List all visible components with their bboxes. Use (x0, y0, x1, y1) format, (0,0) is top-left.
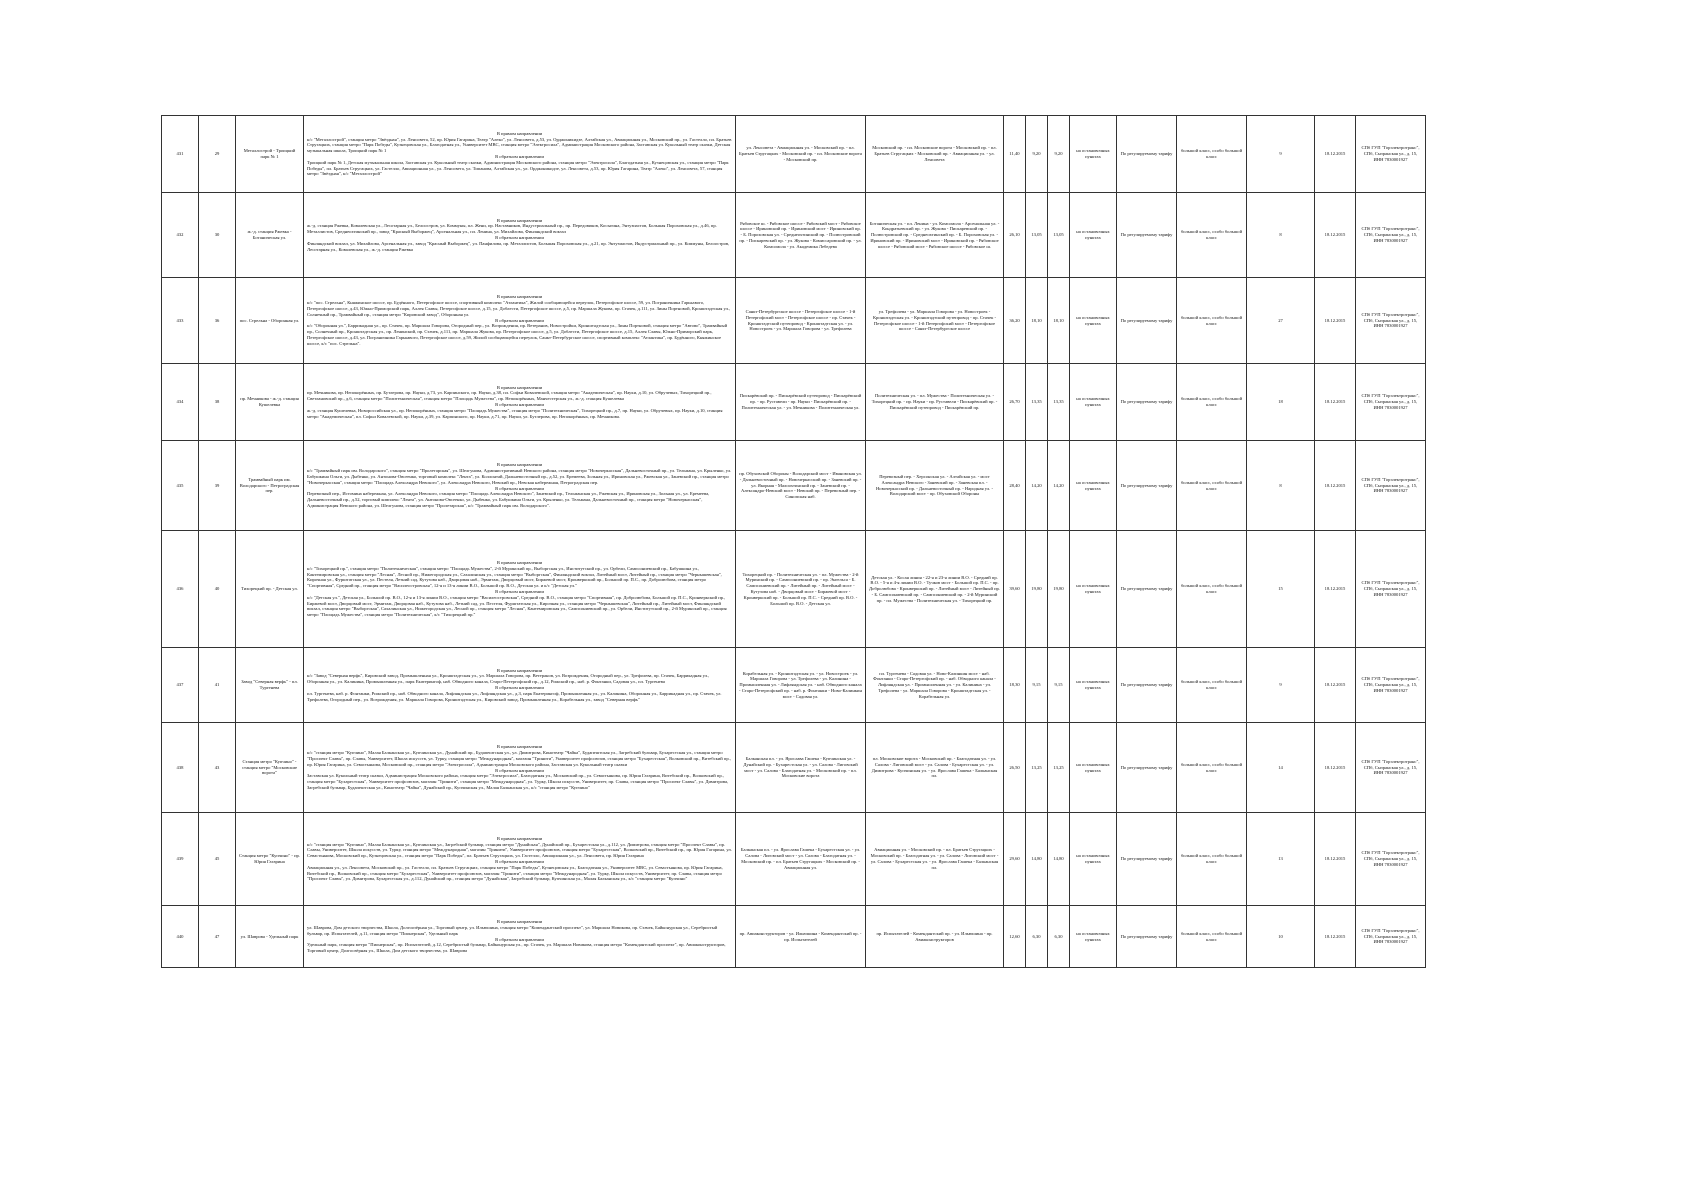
backward-stops-text: к/с "Оборонная ул.", Баррикадная ул., пр. Стачек, пр. Маршала Говорова, Огородный пер., ул. Возрождения, пр. Ветеранов, Новостройки, Кронштадтская ул., Зины Портновой, станция метро "Автово", Трамвайный пр., Солнечный пр., Кронштадтская ул., пр. Ленинский, пр. Стачек, д.111, пр. Маршала Жукова, пр. Петергофское шоссе, д.5, ул. Доблести, Петергофское шоссе, д.15, Аллея Славы, Южно-Приморский парк, Петергофское шоссе, д.43, ул. Пограничника Гарькавого, Петергофское шоссе, д.59, Жилой сообщающейся переулок, Санкт-Петербургское шоссе, спортивный комплекс "Атлантика", пр. Будённого, Княжинское шоссе, к/с "пос. Стрельна". (307, 323, 728, 346)
table-row (162, 813, 1539, 906)
length-forward-cell: 9,20 (1026, 116, 1048, 193)
streets-backward-cell: пл. Тургенева - Садовая ул. - Ново-Калинкин мост - наб. Фонтанки - Старо-Петергофский пр. - наб. Обводного канала - Лифляндская ул. - Промышленная ул. - ул. Калинина - ул. Трефолева - ул. Маршала Говорова - Кронштадтская ул. - Корабельная ул. (866, 648, 1004, 723)
backward-stops-text: к/с "Детская ул.", Детская ул., Большой пр. В.О., 12-я и 13-я линии В.О., станция метро "Василеостровская", Средний пр. В.О., станция метро "Спортивная", пр. Добролюбова, Большой пр. П.С., Кронверкский пр., Биржевой мост, Дворцовый мост, Эрмитаж, Дворцовая наб., Кутузова наб., Летний сад, ул. Пестеля, Фурштатская ул., Кирочная ул., станция метро "Чернышевская", Литейный пр., Литейный мост, Финляндский вокзал, станция метро "Выборгская", Сахалинская ул., Нижегородская ул., Лесной пр., станция метро "Лесная", Кантемировская ул., Сампсониевский пр., ул. Орбели, Институтский пр., 2-й Муринский пр., станция метро "Площадь Мужества", станция метро "Политехническая", к/с "Тихорецкий пр." (307, 594, 727, 618)
length-forward-cell: 14,20 (1026, 441, 1048, 531)
length-forward-cell: 13,35 (1026, 364, 1048, 441)
backward-stops-text: Авиационная ул., ул. Ленсовета, Московский пр., ул. Гастелло, пл. Братьев Стругацких, станция метро "Парк Победы", Кузнецовская ул., Благодатная ул., Университет МВС, ул. Севастьянова, пр. Юрия Гагарина, Витебский пр., Волковский пр., станция метро "Бухарестская", Университет профсоюзов, магазин "Тринити", станция метро "Международная", ул. Турку, Школа искусств, Университет, пр. Славы, станция метро "Проспект Славы", ул. Димитрова, Бухарестская ул., д.112, Дунайский пр., станция метро "Дунайская", Загребский бульвар, Купчинская ул., Малая Балканская ул., к/с "станция метро "Купчино" (307, 864, 723, 882)
carrier-cell: СПб ГУП "Горэлектротранс", СПб, Сызранская ул., д. 15, ИНН 7830001927 (1356, 193, 1426, 278)
backward-direction-heading: В обратном направлении (495, 936, 544, 942)
length-total-cell: 18,30 (1004, 648, 1026, 723)
carrier-cell: СПб ГУП "Горэлектротранс", СПб, Сызранская ул., д. 15, ИНН 7830001927 (1356, 116, 1426, 193)
registry-number-cell: 439 (162, 813, 199, 906)
route-number-cell: 45 (199, 813, 236, 906)
forward-stops-text: к/с "станция метро "Купчино", Малая Балканская ул., Купчинская ул., Загребский бульвар, станция метро "Дунайская", Дунайский пр., Бухарестская ул., д.112, ул. Димитрова, станция метро "Проспект Славы", пр. Славы, Университет, Школа искусств, ул. Турку, станция метро "Международная", магазин "Тринити", Университет профсоюзов, станция метро "Бухарестская", Волковский пр., Витебский пр., пр. Юрия Гагарина, ул. Севастьянова, Московский пр., Кузнецовская ул., станция метро "Парк Победы", пл. Братьев Стругацких, ул. Гастелло, Авиационная ул., ул. Ленсовета, пр. Юрия Гагарина (307, 841, 732, 859)
vehicle-count-cell: 18 (1247, 364, 1315, 441)
backward-direction-heading: В обратном направлении (495, 485, 544, 491)
forward-direction-heading: В прямом направлении (496, 744, 543, 750)
forward-direction-heading: В прямом направлении (496, 462, 543, 468)
length-forward-cell: 13,05 (1026, 193, 1048, 278)
vehicle-class-cell: большой класс, особо большой класс (1177, 193, 1247, 278)
streets-forward-cell: Балканская пл. - ул. Ярослава Гашека - Купчинская ул. - Дунайский пр. - Бухарестская ул. - ул. Салова - Лиговский мост - ул. Салова - Благодатная ул. - Московский пр. - пл. Московские ворота (736, 723, 866, 813)
length-forward-cell: 13,25 (1026, 723, 1048, 813)
length-backward-cell: 14,20 (1048, 441, 1070, 531)
backward-stops-text: пл. Тургенева, наб. р. Фонтанки, Рижский пр., наб. Обводного канала, Лифляндская ул., Лифляндская ул., д.3, парк Екатерингоф, Промышленная ул., ул. Калинина, Оборонная ул., Баррикадная ул., пр. Стачек, ул. Трефолева, Огородный пер., ул. Возрождения, ул. Маршала Говорова, Кронштадтская ул., Кировский завод, Промышленная ул., Корабельная ул., завод "Северная верфь" (307, 690, 722, 702)
stop-order-cell: на остановочных пунктах (1070, 193, 1117, 278)
streets-backward-cell: Детская ул. - Косая линия - 22-я и 23-я линии В.О. - Средний пр. В.О. - 5-я и 4-я линии В.О. - Тучков мост - Большой пр. П.С. - пр. Добролюбова - Кронверкский пр. - Литейный мост - Литейный пр. - Б. Сампсониевский пр. - Сампсониевский пр. - 2-й Муринский пр. - пл. Мужества - Политехническая ул. - Тихорецкий пр. (866, 531, 1004, 648)
backward-direction-heading: В обратном направлении (495, 685, 544, 690)
route-number-cell: 40 (199, 531, 236, 648)
table-row (162, 723, 1539, 813)
route-number-cell: 29 (199, 116, 236, 193)
length-backward-cell: 9,15 (1048, 648, 1070, 723)
route-name-cell: пр. Мечникова - ж.-д. станция Кушелевка (236, 364, 304, 441)
length-backward-cell: 19,80 (1048, 531, 1070, 648)
stop-order-cell: на остановочных пунктах (1070, 531, 1117, 648)
stops-list-cell (304, 116, 736, 193)
forward-direction-heading: В прямом направлении (496, 217, 543, 223)
table-row (162, 278, 1539, 364)
length-total-cell: 26,50 (1004, 723, 1026, 813)
streets-forward-cell: Пискарёвский пр. - Пискарёвский путепровод - Пискарёвский пр. - пр. Руставели - пр. Науки - Пискарёвский пр. - Политехническая ул. - ул. Мечникова - Политехническая ул. (736, 364, 866, 441)
forward-stops-text: пр. Мечникова, пр. Непокорённых, пр. Бутлерова, пр. Науки, д.73, ул. Карпинского, пр. Науки, д.38, пл. Софьи Ковалевской, станция метро "Академическая", пр. Науки, д.10, ул. Обручевых, Тихорецкий пр., Светлановский пр., д.6, станция метро "Политехническая", станция метро "Площадь Мужества", пр. Непокорённых, Манчестерская ул., ж.-д. станция Кушелевка (307, 390, 712, 402)
registry-number-cell: 435 (162, 441, 199, 531)
route-number-cell: 30 (199, 193, 236, 278)
forward-stops-text: к/с "станция метро "Купчино", Малая Балканская ул., Купчинская ул., Дунайский пр., Будапештская ул., ул. Димитрова, Кинотеатр "Чайка", Будапештская ул., Загребский бульвар, Бухарестская ул., станция метро "Проспект Славы", пр. Славы, Университет, Школа искусств, ул. Турку, станция метро "Международная", магазин "Тринити", Университет профсоюзов, станция метро "Бухарестская", Волковский пр., Витебский пр., пр. Юрия Гагарина, ул. Севастьянова, Московский пр., станция метро "Электросила", Администрация Московского района, Заставская ул. Кукольный театр сказки (307, 750, 731, 767)
vehicle-count-cell: 9 (1247, 116, 1315, 193)
length-backward-cell: 14,80 (1048, 813, 1070, 906)
route-name-cell: Тихорецкий пр. - Детская ул. (236, 531, 304, 648)
registry-number-cell: 436 (162, 531, 199, 648)
backward-direction-heading: В обратном направлении (495, 767, 544, 773)
stop-order-cell: на остановочных пунктах (1070, 441, 1117, 531)
table-row (162, 116, 1539, 193)
backward-stops-text: Удельный парк, станция метро "Пионерская", пр. Испытателей, д.12, Серебристый бульвар, Байконурская ул., пр. Стачек, ул. Маршала Новикова, станция метро "Комендантский проспект", пр. Авиаконструкторов, Торговый центр, Долгоозёрная ул., Школа, Дом детского творчества, ул. Шаврова (307, 942, 726, 954)
carrier-cell: СПб ГУП "Горэлектротранс", СПб, Сызранская ул., д. 15, ИНН 7830001927 (1356, 278, 1426, 364)
start-date-cell: 18.12.2015 (1315, 193, 1356, 278)
length-forward-cell: 19,80 (1026, 531, 1048, 648)
streets-backward-cell: Московский пр. - пл. Московские ворота - Московский пр. - пл. Братьев Стругацких - Московский пр. - Авиационная ул. - ул. Ленсовета (866, 116, 1004, 193)
vehicle-count-cell: 10 (1247, 906, 1315, 968)
stops-list-cell (304, 906, 736, 968)
backward-direction-heading: В обратном направлении (495, 402, 544, 407)
vehicle-class-cell: большой класс, особо большой класс (1177, 278, 1247, 364)
length-total-cell: 39,60 (1004, 531, 1026, 648)
start-date-cell: 18.12.2015 (1315, 441, 1356, 531)
length-total-cell: 11,40 (1004, 116, 1026, 193)
registry-number-cell: 437 (162, 648, 199, 723)
tariff-cell: По регулируемому тарифу (1117, 116, 1177, 193)
carrier-cell: СПб ГУП "Горэлектротранс", СПб, Сызранская ул., д. 15, ИНН 7830001927 (1356, 648, 1426, 723)
backward-stops-text: Перевозный пер., Истомина набережная, ул. Александра Невского, станция метро "Площадь Александра Невского", Заневский пр., Тельманская ул., Ржевская ул., Ириновская ул., Зольная ул., ул. Еремеева, Дальневосточный пр., д.52, торговый комплекс "Лента", ул. Антонова-Овсеенко, ул. Дыбенко, ул. Бабушкина Ольги, ул. Крыленко, ул. Тельмана, Дальневосточный пр., станция метро "Новочеркасская", Администрация Невского района, ул. Шелгунова, станция метро "Пролетарская", к/с "Трамвайный парк им. Володарского". (307, 491, 710, 508)
streets-forward-cell: ул. Ленсовета - Авиационная ул. - Московский пр. - пл. Братьев Стругацких - Московский пр. - пл. Московские ворота - Московский пр. (736, 116, 866, 193)
forward-stops-text: к/с "Металлострой", станция метро "Звёздная", ул. Ленсовета, 52, пр. Юрия Гагарина, Театр "Алеко", ул. Ленсовета, д.53, ул. Орджоникидзе, Алтайская ул., Авиационная ул., Московский пр., ул. Гастелло, пл. Братьев Стругацких, станция метро "Парк Победы", Кузнецовская ул., Благодатная ул., Университет МВС, станция метро "Электросила", Администрация Московского района, Заставская ул. Кукольный театр сказки, Детская музыкальная школа, Троицкий парк № 1 (307, 136, 732, 154)
tariff-cell: По регулируемому тарифу (1117, 813, 1177, 906)
vehicle-class-cell: большой класс, особо большой класс (1177, 723, 1247, 813)
vehicle-count-cell: 9 (1247, 648, 1315, 723)
backward-stops-text: ж.-д. станция Кушелевка, Новороссийская ул., пр. Непокорённых, станция метро "Площадь Мужества", станция метро "Политехническая", Тихорецкий пр., д.7, пр. Науки, ул. Обручевых, пр. Науки, д.10, станция метро "Академическая", пл. Софьи Ковалевской, пр. Науки, д.39, ул. Карпинского, пр. Науки, д.71, пр. Науки, ул. Бутлерова, пр. Непокорённых, пр. Мечникова. (307, 407, 723, 419)
length-total-cell: 28,40 (1004, 441, 1026, 531)
length-total-cell: 36,20 (1004, 278, 1026, 364)
carrier-cell: СПб ГУП "Горэлектротранс", СПб, Сызранская ул., д. 15, ИНН 7830001927 (1356, 531, 1426, 648)
forward-stops-text: к/с "пос. Стрельна", Княжинское шоссе, пр. Будённого, Петергофское шоссе, спортивный комплекс "Атлантика", Жилой сообщающейся переулок, Петергофское шоссе, 59, ул. Пограничника Гарькавого, Петергофское шоссе, д.43, Южно-Приморский парк, Аллея Славы, Петергофское шоссе, д.15, ул. Доблести, Петергофское шоссе, д.5, пр. Маршала Жукова, пр. Стачек, д.111, ул. Зины Портновой, Кронштадтская ул., Солнечный пр., Трамвайный пр., станция метро "Кировский завод", Оборонная ул. (307, 300, 731, 317)
route-name-cell: Металлострой - Троицкий парк № 1 (236, 116, 304, 193)
tariff-cell: По регулируемому тарифу (1117, 441, 1177, 531)
route-name-cell: Завод "Северная верфь" - пл. Тургенева (236, 648, 304, 723)
vehicle-count-cell: 27 (1247, 278, 1315, 364)
streets-backward-cell: Политехническая ул. - пл. Мужества - Политехническая ул. - Тихорецкий пр. - пр. Науки - пр. Руставели - Пискарёвский пр. - Пискарёвский путепровод - Пискарёвский пр. (866, 364, 1004, 441)
length-total-cell: 26,10 (1004, 193, 1026, 278)
vehicle-count-cell: 14 (1247, 723, 1315, 813)
backward-direction-heading: В обратном направлении (495, 589, 544, 594)
route-name-cell: Станция метро "Купчино" - станция метро "Московские ворота" (236, 723, 304, 813)
streets-forward-cell: Балканская пл. - ул. Ярослава Гашека - Бухарестская ул. - ул. Салова - Лиговский мост - ул. Салова - Благодатная ул. - Московский пр. - пл. Братьев Стругацких - Московский пр. - Авиационная ул. (736, 813, 866, 906)
tariff-cell: По регулируемому тарифу (1117, 193, 1177, 278)
streets-forward-cell: Санкт-Петербургское шоссе - Петергофское шоссе - 1-й Петергофский мост - Петергофское шоссе - пр. Стачек - Кронштадтский путепровод - Кронштадтская ул. - ул. Новостроек - ул. Маршала Говорова - ул. Трефолева (736, 278, 866, 364)
streets-forward-cell: пр. Обуховской Обороны - Володарский мост - Ивановская ул. - Дальневосточный пр. - Новочеркасский пр. - Заневский пр. - ул. Якорная - Малоохтинский пр. - Заневский пр. - Александро-Невский мост - Невский пр. - Перевозный пер. - Синопская наб. (736, 441, 866, 531)
backward-direction-heading: В обратном направлении (495, 154, 544, 159)
registry-number-cell: 438 (162, 723, 199, 813)
stop-order-cell: на остановочных пунктах (1070, 723, 1117, 813)
length-backward-cell: 13,25 (1048, 723, 1070, 813)
forward-stops-text: к/с "Тихорецкий пр.", станция метро "Политехническая", станция метро "Площадь Мужества", 2-й Муринский пр., Выборгская ул., Институтский пр., ул. Орбели, Сампсониевский пр., Бабушкина ул., Кантемировская ул., станция метро "Лесная", Лесной пр., Нижегородская ул., Сахалинская ул., станция метро "Выборгская", Финляндский вокзал, Литейный мост, Литейный пр., станция метро "Чернышевская", Кирочная ул., Фурштатская ул., ул. Пестеля, Летний сад, Кутузова наб., Дворцовая наб., Эрмитаж, Дворцовый мост, Биржевой мост, Кронверкский пр., Большой пр. П.С., пр. Добролюбова, станция метро "Спортивная", Средний пр., станция метро "Василеостровская", 12-я и 13-я линии В.О., Большой пр. В.О., Детская ул. и к/с "Детская ул." (307, 565, 722, 589)
carrier-cell: СПб ГУП "Горэлектротранс", СПб, Сызранская ул., д. 15, ИНН 7830001927 (1356, 364, 1426, 441)
forward-direction-heading: В прямом направлении (496, 560, 543, 566)
route-name-cell: Станция метро "Купчино" - пр. Юрия Гагарина (236, 813, 304, 906)
backward-stops-text: Заставская ул. Кукольный театр сказки, Администрация Московского района, станция метро "Электросила", Благодатная ул., Московский пр., ул. Севастьянова, пр. Юрия Гагарина, Витебский пр., Волковский пр., станция метро "Бухарестская", Университет профсоюзов, магазин "Тринити", станция метро "Международная", ул. Турку, Школа искусств, Университет, пр. Славы, станция метро "Проспект Славы", ул. Димитрова, Загребский бульвар, Будапештская ул., Кинотеатр "Чайка", Дунайский пр., Купчинская ул., Малая Балканская ул., к/с "станция метро "Купчино" (307, 773, 729, 790)
stops-list-cell (304, 364, 736, 441)
tariff-cell: По регулируемому тарифу (1117, 531, 1177, 648)
vehicle-count-cell: 8 (1247, 193, 1315, 278)
streets-forward-cell: пр. Авиаконструкторов - ул. Ильюшина - Комендантский пр. - пр. Испытателей (736, 906, 866, 968)
stops-list-cell (304, 723, 736, 813)
length-backward-cell: 13,35 (1048, 364, 1070, 441)
streets-backward-cell: Авиационная ул. - Московский пр. - пл. Братьев Стругацких - Московский пр. - Благодатная ул. - ул. Салова - Лиговский мост - ул. Салова - Бухарестская ул. - ул. Ярослава Гашека - Балканская пл. (866, 813, 1004, 906)
streets-forward-cell: Тихорецкий пр. - Политехническая ул. - пл. Мужества - 2-й Муринский пр. - Сампсониевский пр. - пр. Энгельса - Б. Сампсониевский пр. - Литейный пр. - Литейный мост - Кутузова наб. - Дворцовый мост - Биржевой мост - Кронверкский пр. - Большой пр. П.С. - Средний пр. В.О. - Большой пр. В.О. - Детская ул. (736, 531, 866, 648)
streets-backward-cell: Ботаническая ул. - пл. Ленина - ул. Комсомола - Арсенальная ул. - Кондратьевский пр. - ул. Жукова - Пискаревский пр. - Полюстровский пр. - Среднеохтинский пр. - Б. Пороховская ул. - Ириновский пр. - Ириновский мост - Ириновский пр. - Рябовское шоссе - Рябовский мост - Рябовское шоссе - Рябовское ш. (866, 193, 1004, 278)
stop-order-cell: на остановочных пунктах (1070, 813, 1117, 906)
length-total-cell: 12,60 (1004, 906, 1026, 968)
forward-direction-heading: В прямом направлении (496, 294, 543, 300)
stops-list-cell (304, 278, 736, 364)
route-number-cell: 47 (199, 906, 236, 968)
stop-order-cell: на остановочных пунктах (1070, 116, 1117, 193)
route-name-cell: Трамвайный парк им. Володарского - Петроградская пер. (236, 441, 304, 531)
vehicle-class-cell: большой класс, особо большой класс (1177, 531, 1247, 648)
registry-number-cell: 434 (162, 364, 199, 441)
streets-backward-cell: ул. Трефолева - ул. Маршала Говорова - ул. Новостроек - Кронштадтская ул. - Кронштадтский путепровод - пр. Стачек - Петергофское шоссе - 1-й Петергофский мост - Петергофское шоссе - Санкт-Петербургское шоссе (866, 278, 1004, 364)
stops-list-cell (304, 193, 736, 278)
start-date-cell: 18.12.2015 (1315, 906, 1356, 968)
tariff-cell: По регулируемому тарифу (1117, 648, 1177, 723)
start-date-cell: 18.12.2015 (1315, 278, 1356, 364)
backward-direction-heading: В обратном направлении (495, 317, 544, 323)
vehicle-count-cell: 13 (1247, 813, 1315, 906)
vehicle-class-cell: большой класс, особо большой класс (1177, 813, 1247, 906)
length-backward-cell: 13,05 (1048, 193, 1070, 278)
stops-list-cell (304, 648, 736, 723)
vehicle-count-cell: 8 (1247, 441, 1315, 531)
vehicle-class-cell: большой класс, особо большой класс (1177, 364, 1247, 441)
forward-direction-heading: В прямом направлении (496, 835, 543, 841)
carrier-cell: СПб ГУП "Горэлектротранс", СПб, Сызранская ул., д. 15, ИНН 7830001927 (1356, 723, 1426, 813)
vehicle-class-cell: большой класс, особо большой класс (1177, 441, 1247, 531)
length-forward-cell: 14,80 (1026, 813, 1048, 906)
start-date-cell: 18.12.2015 (1315, 531, 1356, 648)
stops-list-cell (304, 531, 736, 648)
streets-forward-cell: Рябовское ш. - Рябовское шоссе - Рябовский мост - Рябовское шоссе - Ириновский пр. - Ириновский мост - Ириновский пр. - Б. Пороховская ул. - Среднеохтинский пр. - Полюстровский пр. - Пискаревский пр. - ул. Жукова - Комиссаровский пр. - ул. Комсомола - ул. Академика Лебедева (736, 193, 866, 278)
streets-backward-cell: пл. Московские ворота - Московский пр. - Благодатная ул. - ул. Салова - Лиговский мост - ул. Салова - Бухарестская ул. - ул. Димитрова - Купчинская ул. - ул. Ярослава Гашека - Балканская пл. (866, 723, 1004, 813)
length-total-cell: 26,70 (1004, 364, 1026, 441)
registry-number-cell: 431 (162, 116, 199, 193)
table-row (162, 648, 1539, 723)
backward-stops-text: Финляндский вокзал, ул. Михайлова, Арсенальная ул., завод "Красный Выборжец", ул. Панфилова, пр. Металлистов, Большая Пороховская ул., д.21, пр. Энтузиастов, Индустриальный пр., ул. Коммуны, Белоостров, Лесотарная ул., Ковалевская ул., ж.-д. станция Ржевка (307, 240, 730, 252)
forward-direction-heading: В прямом направлении (496, 384, 543, 390)
vehicle-count-cell: 15 (1247, 531, 1315, 648)
start-date-cell: 18.12.2015 (1315, 116, 1356, 193)
length-backward-cell: 9,20 (1048, 116, 1070, 193)
start-date-cell: 18.12.2015 (1315, 813, 1356, 906)
registry-number-cell: 432 (162, 193, 199, 278)
start-date-cell: 18.12.2015 (1315, 364, 1356, 441)
table-row (162, 364, 1539, 441)
stop-order-cell: на остановочных пунктах (1070, 906, 1117, 968)
start-date-cell: 18.12.2015 (1315, 648, 1356, 723)
tariff-cell: По регулируемому тарифу (1117, 723, 1177, 813)
start-date-cell: 18.12.2015 (1315, 723, 1356, 813)
vehicle-class-cell: большой класс, особо большой класс (1177, 906, 1247, 968)
carrier-cell: СПб ГУП "Горэлектротранс", СПб, Сызранская ул., д. 15, ИНН 7830001927 (1356, 813, 1426, 906)
forward-stops-text: ул. Шаврова, Дом детского творчества, Школа, Долгоозёрная ул., Торговый центр, ул. Ильюшина, станция метро "Комендантский проспект", ул. Маршала Новикова, пр. Стачек, Байконурская ул., Серебристый бульвар, пр. Испытателей, д.11, станция метро "Пионерская", Удельный парк (307, 924, 718, 936)
route-registry-sheet (161, 115, 1539, 968)
route-number-cell: 41 (199, 648, 236, 723)
backward-stops-text: Троицкий парк № 1, Детская музыкальная школа, Заставская ул. Кукольный театр сказки, Администрация Московского района, станция метро "Электросила", Благодатная ул., Кузнецовская ул., станция метро "Парк Победы", пл. Братьев Стругацких, ул. Гастелло, Авиационная ул., ул. Ленсовета, ул. Типанова, Алтайская ул., ул. Орджоникидзе, ул. Ленсовета, д.53, пр. Юрия Гагарина, Театр "Алеко", ул. Ленсовета, 57, станция метро "Звёздная", к/с "Металлострой" (307, 159, 729, 177)
table-row (162, 531, 1539, 648)
stop-order-cell: на остановочных пунктах (1070, 278, 1117, 364)
route-number-cell: 36 (199, 278, 236, 364)
carrier-cell: СПб ГУП "Горэлектротранс", СПб, Сызранская ул., д. 15, ИНН 7830001927 (1356, 441, 1426, 531)
length-backward-cell: 6,30 (1048, 906, 1070, 968)
route-number-cell: 43 (199, 723, 236, 813)
tariff-cell: По регулируемому тарифу (1117, 278, 1177, 364)
stop-order-cell: на остановочных пунктах (1070, 648, 1117, 723)
length-backward-cell: 18,10 (1048, 278, 1070, 364)
forward-stops-text: к/с "Завод "Северная верфь", Кировский завод, Промышленная ул., Кронштадтская ул., ул. Маршала Говорова, пр. Ветеранов, ул. Возрождения, Огородный пер., ул. Трефолева, пр. Стачек, Баррикадная ул., Оборонная ул., ул. Калинина, Промышленная ул., парк Екатерингоф, наб. Обводного канала, Старо-Петергофский пр., д.12, Рижский пр., наб. р. Фонтанки, Садовая ул., пл. Тургенева (307, 673, 710, 685)
registry-number-cell: 440 (162, 906, 199, 968)
forward-direction-heading: В прямом направлении (496, 130, 543, 136)
route-number-cell: 38 (199, 364, 236, 441)
stops-list-cell (304, 813, 736, 906)
length-forward-cell: 6,30 (1026, 906, 1048, 968)
backward-direction-heading: В обратном направлении (495, 235, 544, 240)
route-name-cell: ул. Шаврова - Удельный парк (236, 906, 304, 968)
streets-backward-cell: пр. Испытателей - Комендантский пр. - ул. Ильюшина - пр. Авиаконструкторов (866, 906, 1004, 968)
registry-number-cell: 433 (162, 278, 199, 364)
vehicle-class-cell: большой класс, особо большой класс (1177, 116, 1247, 193)
forward-direction-heading: В прямом направлении (496, 919, 543, 925)
stops-list-cell (304, 441, 736, 531)
vehicle-class-cell: большой класс, особо большой класс (1177, 648, 1247, 723)
length-total-cell: 29,60 (1004, 813, 1026, 906)
tariff-cell: По регулируемому тарифу (1117, 364, 1177, 441)
route-name-cell: ж.-д. станция Ржевка - Ботаническая ул. (236, 193, 304, 278)
carrier-cell: СПб ГУП "Горэлектротранс", СПб, Сызранская ул., д. 15, ИНН 7830001927 (1356, 906, 1426, 968)
streets-forward-cell: Корабельная ул. - Кронштадтская ул. - ул. Новостроек - ул. Маршала Говорова - ул. Трефолева - ул. Калинина - Промышленная ул. - Лифляндская ул. - наб. Обводного канала - Старо-Петергофский пр. - наб. р. Фонтанки - Ново-Калинкин мост - Садовая ул. (736, 648, 866, 723)
length-forward-cell: 9,15 (1026, 648, 1048, 723)
route-number-cell: 39 (199, 441, 236, 531)
route-name-cell: пос. Стрельна - Оборонная ул. (236, 278, 304, 364)
backward-direction-heading: В обратном направлении (495, 859, 544, 864)
table-row (162, 193, 1539, 278)
forward-stops-text: ж.-д. станция Ржевка, Ковалевская ул., Лесотарная ул., Белоостров, ул. Коммуны, пл. Жени, пр. Наставников, Индустриальный пр., пр. Передовиков, Косыгина, Энтузиастов, Большая Пороховская ул., д.46, пр. Металлистов, Среднеохтинский пр., завод "Красный Выборжец", Арсенальная ул., пл. Ленина, ул. Михайлова, Финляндский вокзал (307, 223, 717, 235)
streets-backward-cell: Перевозный пер. - Херсонская ул. - Алтайская ул. - мост Александра Невского - Заневский пр. - Заневская пл. - Новочеркасский пр. - Дальневосточный пр. - Народная ул. - Володарский мост - пр. Обуховской Обороны (866, 441, 1004, 531)
forward-direction-heading: В прямом направлении (496, 667, 543, 673)
tariff-cell: По регулируемому тарифу (1117, 906, 1177, 968)
forward-stops-text: к/с "Трамвайный парк им. Володарского", станция метро "Пролетарская", ул. Шелгунова, Административный Невского района, станция метро "Новочеркасская", Дальневосточный пр., ул. Тельмана, ул. Крыленко, ул. Бабушкина Ольги, ул. Дыбенко, ул. Антонова-Овсеенко, торговый комплекс "Лента", ул. Коллонтай, Дальневосточный пр., д.52, ул. Еремеева, Зольная ул., Ириновская ул., Ржевская ул., Заневский пр., станция метро "Новочеркасская", станция метро "Площадь Александра Невского", ул. Александра Невского, Невский пр., Невская набережная, Петроградская пер. (307, 468, 732, 485)
stop-order-cell: на остановочных пунктах (1070, 364, 1117, 441)
table-row (162, 906, 1539, 968)
table-row (162, 441, 1539, 531)
length-forward-cell: 18,10 (1026, 278, 1048, 364)
route-registry-table (161, 115, 1539, 968)
